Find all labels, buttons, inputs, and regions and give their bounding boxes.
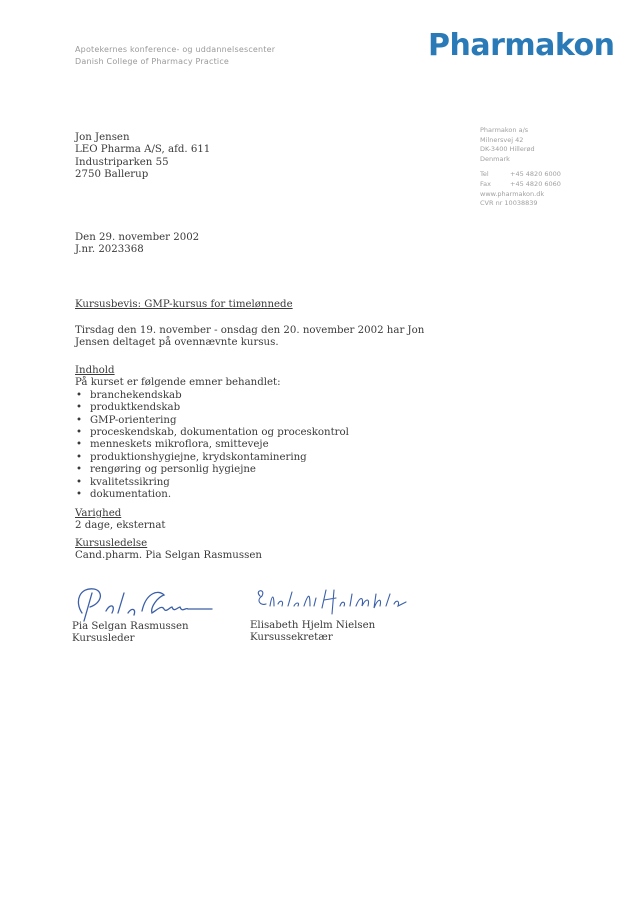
topic-list (75, 390, 349, 502)
list-item: • dokumentation. (75, 489, 349, 501)
recipient-street: Industriparken 55 (75, 156, 169, 168)
content-heading: Indhold (75, 365, 115, 376)
course-lead-heading: Kursusledelse (75, 538, 148, 549)
course-lead-value: Cand.pharm. Pia Selgan Rasmussen (75, 550, 262, 562)
list-item: • produktkendskab (75, 402, 349, 414)
list-item: • rengøring og personlig hygiejne (75, 464, 349, 476)
contact-phone (480, 170, 561, 180)
organization-line-1: Apotekernes konference- og uddannelsescenter (75, 45, 276, 54)
contact-cvr: CVR nr 10038839 (480, 199, 538, 208)
list-item: • kvalitetssikring (75, 477, 349, 489)
duration-value: 2 dage, eksternat (75, 520, 166, 532)
fax-label: Fax (480, 179, 491, 188)
recipient-address (75, 132, 210, 182)
content-section (75, 365, 349, 501)
contact-street: Milnersvej 42 (480, 135, 524, 144)
phone-number: +45 4820 6000 (510, 170, 561, 179)
organization-line-2: Danish College of Pharmacy Practice (75, 57, 230, 66)
letter-meta (75, 232, 199, 257)
list-item: • menneskets mikroflora, smitteveje (75, 439, 349, 451)
contact-fax (480, 180, 561, 190)
list-item: • GMP-orientering (75, 415, 349, 427)
content-intro: På kurset er følgende emner behandlet: (75, 377, 281, 389)
sender-contact-block (480, 126, 561, 209)
organization-tagline (75, 44, 275, 68)
contact-company: Pharmakon a/s (480, 126, 529, 134)
handwritten-signature-2 (250, 586, 410, 620)
letter-subject: Kursusbevis: GMP-kursus for timelønnede (75, 299, 293, 310)
duration-section (75, 508, 166, 533)
contact-country: Denmark (480, 154, 510, 163)
course-lead-section (75, 538, 262, 563)
recipient-company: LEO Pharma A/S, afd. 611 (75, 144, 211, 156)
list-item: • produktionshygiejne, krydskontaminering (75, 452, 349, 464)
signatory-1-name: Pia Selgan Rasmussen (72, 621, 189, 632)
journal-number: J.nr. 2023368 (75, 244, 144, 256)
intro-paragraph: Tirsdag den 19. november - onsdag den 20. november 2002 har Jon Jensen deltaget på ovennævnte kursus. (75, 325, 425, 349)
fax-number: +45 4820 6060 (510, 179, 561, 188)
signatory-2-role: Kursussekretær (250, 632, 333, 644)
signatory-2-name: Elisabeth Hjelm Nielsen (250, 620, 376, 631)
handwritten-signature-1 (72, 583, 222, 623)
recipient-name: Jon Jensen (75, 132, 130, 143)
recipient-city: 2750 Ballerup (75, 169, 149, 181)
contact-city: DK-3400 Hillerød (480, 145, 535, 154)
contact-website: www.pharmakon.dk (480, 189, 545, 198)
signatory-1-role: Kursusleder (72, 633, 135, 645)
signature-block-2 (250, 586, 410, 645)
phone-label: Tel (480, 170, 489, 179)
signature-block-1 (72, 583, 222, 646)
list-item: • proceskendskab, dokumentation og proceskontrol (75, 427, 349, 439)
duration-heading: Varighed (75, 508, 122, 519)
list-item: • branchekendskab (75, 390, 349, 402)
letter-date: Den 29. november 2002 (75, 232, 200, 243)
pharmakon-logo: Pharmakon (428, 28, 615, 63)
